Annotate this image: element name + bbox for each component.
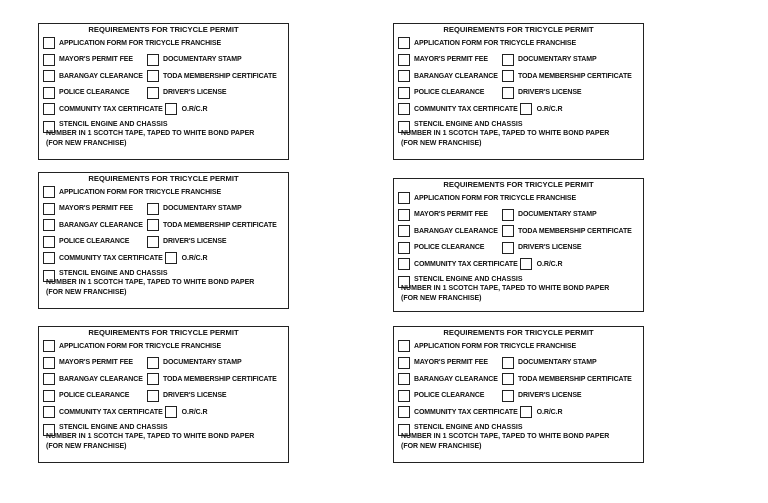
drivers-license-checkbox[interactable] bbox=[502, 242, 514, 254]
drivers-license-checkbox[interactable] bbox=[147, 390, 159, 402]
toda-certificate-checkbox[interactable] bbox=[147, 219, 159, 231]
card-title: REQUIREMENTS FOR TRICYCLE PERMIT bbox=[88, 174, 239, 183]
application-form-label: APPLICATION FORM FOR TRICYCLE FRANCHISE bbox=[414, 342, 577, 350]
toda-certificate-label: TODA MEMBERSHIP CERTIFICATE bbox=[518, 227, 632, 235]
or-cr-label: O.R/C.R bbox=[181, 408, 208, 416]
mayors-permit-checkbox[interactable] bbox=[43, 54, 55, 66]
community-tax-label: COMMUNITY TAX CERTIFICATE bbox=[414, 105, 518, 113]
drivers-license-checkbox[interactable] bbox=[502, 390, 514, 402]
stencil-line-1: STENCIL ENGINE AND CHASSIS bbox=[414, 423, 523, 431]
application-form-checkbox[interactable] bbox=[398, 340, 410, 352]
or-cr-checkbox[interactable] bbox=[165, 103, 177, 115]
stencil-line-1: STENCIL ENGINE AND CHASSIS bbox=[414, 120, 523, 128]
or-cr-label: O.R/C.R bbox=[536, 408, 563, 416]
card-title: REQUIREMENTS FOR TRICYCLE PERMIT bbox=[443, 328, 594, 337]
drivers-license-label: DRIVER'S LICENSE bbox=[518, 89, 582, 97]
stencil-line-3: (FOR NEW FRANCHISE) bbox=[401, 294, 482, 302]
or-cr-checkbox[interactable] bbox=[520, 258, 532, 270]
barangay-clearance-checkbox[interactable] bbox=[43, 373, 55, 385]
police-clearance-checkbox[interactable] bbox=[398, 242, 410, 254]
documentary-stamp-checkbox[interactable] bbox=[147, 54, 159, 66]
community-tax-checkbox[interactable] bbox=[398, 406, 410, 418]
stencil-line-1: STENCIL ENGINE AND CHASSIS bbox=[414, 275, 523, 283]
community-tax-label: COMMUNITY TAX CERTIFICATE bbox=[59, 254, 163, 262]
mayors-permit-checkbox[interactable] bbox=[43, 357, 55, 369]
or-cr-label: O.R/C.R bbox=[536, 260, 563, 268]
barangay-clearance-label: BARANGAY CLEARANCE bbox=[414, 72, 498, 80]
toda-certificate-checkbox[interactable] bbox=[502, 225, 514, 237]
community-tax-label: COMMUNITY TAX CERTIFICATE bbox=[59, 408, 163, 416]
toda-certificate-label: TODA MEMBERSHIP CERTIFICATE bbox=[163, 72, 277, 80]
documentary-stamp-label: DOCUMENTARY STAMP bbox=[518, 56, 597, 64]
application-form-checkbox[interactable] bbox=[398, 192, 410, 204]
application-form-label: APPLICATION FORM FOR TRICYCLE FRANCHISE bbox=[414, 194, 577, 202]
card-title: REQUIREMENTS FOR TRICYCLE PERMIT bbox=[443, 180, 594, 189]
barangay-clearance-label: BARANGAY CLEARANCE bbox=[414, 227, 498, 235]
police-clearance-checkbox[interactable] bbox=[43, 390, 55, 402]
community-tax-checkbox[interactable] bbox=[43, 252, 55, 264]
drivers-license-checkbox[interactable] bbox=[147, 87, 159, 99]
card-title: REQUIREMENTS FOR TRICYCLE PERMIT bbox=[88, 25, 239, 34]
police-clearance-label: POLICE CLEARANCE bbox=[414, 89, 485, 97]
toda-certificate-checkbox[interactable] bbox=[147, 373, 159, 385]
stencil-line-1: STENCIL ENGINE AND CHASSIS bbox=[59, 269, 168, 277]
card-title: REQUIREMENTS FOR TRICYCLE PERMIT bbox=[88, 328, 239, 337]
stencil-line-2: NUMBER IN 1 SCOTCH TAPE, TAPED TO WHITE BOND PAPER bbox=[401, 285, 610, 292]
mayors-permit-checkbox[interactable] bbox=[398, 357, 410, 369]
stencil-line-3: (FOR NEW FRANCHISE) bbox=[401, 139, 482, 147]
permit-card-4 bbox=[393, 178, 644, 312]
or-cr-label: O.R/C.R bbox=[181, 254, 208, 262]
drivers-license-label: DRIVER'S LICENSE bbox=[163, 392, 227, 400]
stencil-line-2: NUMBER IN 1 SCOTCH TAPE, TAPED TO WHITE BOND PAPER bbox=[401, 130, 610, 137]
application-form-label: APPLICATION FORM FOR TRICYCLE FRANCHISE bbox=[59, 342, 222, 350]
drivers-license-label: DRIVER'S LICENSE bbox=[163, 89, 227, 97]
application-form-label: APPLICATION FORM FOR TRICYCLE FRANCHISE bbox=[59, 188, 222, 196]
stencil-line-3: (FOR NEW FRANCHISE) bbox=[46, 139, 127, 147]
mayors-permit-label: MAYOR'S PERMIT FEE bbox=[59, 359, 133, 367]
police-clearance-label: POLICE CLEARANCE bbox=[59, 238, 130, 246]
barangay-clearance-label: BARANGAY CLEARANCE bbox=[59, 72, 143, 80]
toda-certificate-label: TODA MEMBERSHIP CERTIFICATE bbox=[518, 72, 632, 80]
mayors-permit-label: MAYOR'S PERMIT FEE bbox=[59, 56, 133, 64]
stencil-line-2: NUMBER IN 1 SCOTCH TAPE, TAPED TO WHITE BOND PAPER bbox=[46, 433, 255, 440]
community-tax-label: COMMUNITY TAX CERTIFICATE bbox=[59, 105, 163, 113]
documentary-stamp-checkbox[interactable] bbox=[147, 357, 159, 369]
mayors-permit-checkbox[interactable] bbox=[43, 203, 55, 215]
stencil-line-3: (FOR NEW FRANCHISE) bbox=[46, 442, 127, 450]
or-cr-label: O.R/C.R bbox=[181, 105, 208, 113]
documentary-stamp-checkbox[interactable] bbox=[502, 357, 514, 369]
application-form-label: APPLICATION FORM FOR TRICYCLE FRANCHISE bbox=[59, 39, 222, 47]
police-clearance-checkbox[interactable] bbox=[398, 390, 410, 402]
permit-card-2 bbox=[393, 23, 644, 160]
community-tax-checkbox[interactable] bbox=[43, 406, 55, 418]
community-tax-checkbox[interactable] bbox=[398, 258, 410, 270]
police-clearance-label: POLICE CLEARANCE bbox=[59, 89, 130, 97]
documentary-stamp-label: DOCUMENTARY STAMP bbox=[163, 359, 242, 367]
toda-certificate-checkbox[interactable] bbox=[147, 70, 159, 82]
drivers-license-checkbox[interactable] bbox=[502, 87, 514, 99]
stencil-line-1: STENCIL ENGINE AND CHASSIS bbox=[59, 120, 168, 128]
documentary-stamp-label: DOCUMENTARY STAMP bbox=[163, 205, 242, 213]
police-clearance-checkbox[interactable] bbox=[43, 87, 55, 99]
stencil-line-2: NUMBER IN 1 SCOTCH TAPE, TAPED TO WHITE BOND PAPER bbox=[401, 433, 610, 440]
mayors-permit-checkbox[interactable] bbox=[398, 54, 410, 66]
or-cr-checkbox[interactable] bbox=[165, 252, 177, 264]
permit-card-3 bbox=[38, 172, 289, 309]
police-clearance-label: POLICE CLEARANCE bbox=[414, 392, 485, 400]
toda-certificate-checkbox[interactable] bbox=[502, 70, 514, 82]
stencil-line-1: STENCIL ENGINE AND CHASSIS bbox=[59, 423, 168, 431]
documentary-stamp-label: DOCUMENTARY STAMP bbox=[518, 359, 597, 367]
application-form-checkbox[interactable] bbox=[398, 37, 410, 49]
application-form-checkbox[interactable] bbox=[43, 37, 55, 49]
documentary-stamp-checkbox[interactable] bbox=[147, 203, 159, 215]
barangay-clearance-label: BARANGAY CLEARANCE bbox=[414, 375, 498, 383]
mayors-permit-label: MAYOR'S PERMIT FEE bbox=[59, 205, 133, 213]
drivers-license-label: DRIVER'S LICENSE bbox=[518, 392, 582, 400]
permit-card-5 bbox=[38, 326, 289, 463]
community-tax-label: COMMUNITY TAX CERTIFICATE bbox=[414, 408, 518, 416]
toda-certificate-label: TODA MEMBERSHIP CERTIFICATE bbox=[163, 221, 277, 229]
application-form-label: APPLICATION FORM FOR TRICYCLE FRANCHISE bbox=[414, 39, 577, 47]
or-cr-checkbox[interactable] bbox=[520, 103, 532, 115]
mayors-permit-label: MAYOR'S PERMIT FEE bbox=[414, 56, 488, 64]
police-clearance-checkbox[interactable] bbox=[398, 87, 410, 99]
barangay-clearance-checkbox[interactable] bbox=[43, 219, 55, 231]
documentary-stamp-label: DOCUMENTARY STAMP bbox=[518, 211, 597, 219]
toda-certificate-label: TODA MEMBERSHIP CERTIFICATE bbox=[163, 375, 277, 383]
or-cr-checkbox[interactable] bbox=[520, 406, 532, 418]
documentary-stamp-checkbox[interactable] bbox=[502, 209, 514, 221]
card-title: REQUIREMENTS FOR TRICYCLE PERMIT bbox=[443, 25, 594, 34]
mayors-permit-label: MAYOR'S PERMIT FEE bbox=[414, 359, 488, 367]
stencil-line-2: NUMBER IN 1 SCOTCH TAPE, TAPED TO WHITE BOND PAPER bbox=[46, 279, 255, 286]
toda-certificate-checkbox[interactable] bbox=[502, 373, 514, 385]
drivers-license-checkbox[interactable] bbox=[147, 236, 159, 248]
community-tax-checkbox[interactable] bbox=[43, 103, 55, 115]
or-cr-checkbox[interactable] bbox=[165, 406, 177, 418]
barangay-clearance-checkbox[interactable] bbox=[398, 373, 410, 385]
documentary-stamp-checkbox[interactable] bbox=[502, 54, 514, 66]
mayors-permit-checkbox[interactable] bbox=[398, 209, 410, 221]
permit-card-6 bbox=[393, 326, 644, 463]
drivers-license-label: DRIVER'S LICENSE bbox=[518, 244, 582, 252]
barangay-clearance-label: BARANGAY CLEARANCE bbox=[59, 375, 143, 383]
documentary-stamp-label: DOCUMENTARY STAMP bbox=[163, 56, 242, 64]
application-form-checkbox[interactable] bbox=[43, 186, 55, 198]
barangay-clearance-checkbox[interactable] bbox=[398, 70, 410, 82]
stencil-line-2: NUMBER IN 1 SCOTCH TAPE, TAPED TO WHITE BOND PAPER bbox=[46, 130, 255, 137]
community-tax-checkbox[interactable] bbox=[398, 103, 410, 115]
police-clearance-label: POLICE CLEARANCE bbox=[414, 244, 485, 252]
mayors-permit-label: MAYOR'S PERMIT FEE bbox=[414, 211, 488, 219]
barangay-clearance-label: BARANGAY CLEARANCE bbox=[59, 221, 143, 229]
stencil-line-3: (FOR NEW FRANCHISE) bbox=[46, 288, 127, 296]
barangay-clearance-checkbox[interactable] bbox=[398, 225, 410, 237]
police-clearance-checkbox[interactable] bbox=[43, 236, 55, 248]
drivers-license-label: DRIVER'S LICENSE bbox=[163, 238, 227, 246]
application-form-checkbox[interactable] bbox=[43, 340, 55, 352]
police-clearance-label: POLICE CLEARANCE bbox=[59, 392, 130, 400]
barangay-clearance-checkbox[interactable] bbox=[43, 70, 55, 82]
permit-card-1 bbox=[38, 23, 289, 160]
toda-certificate-label: TODA MEMBERSHIP CERTIFICATE bbox=[518, 375, 632, 383]
community-tax-label: COMMUNITY TAX CERTIFICATE bbox=[414, 260, 518, 268]
or-cr-label: O.R/C.R bbox=[536, 105, 563, 113]
stencil-line-3: (FOR NEW FRANCHISE) bbox=[401, 442, 482, 450]
